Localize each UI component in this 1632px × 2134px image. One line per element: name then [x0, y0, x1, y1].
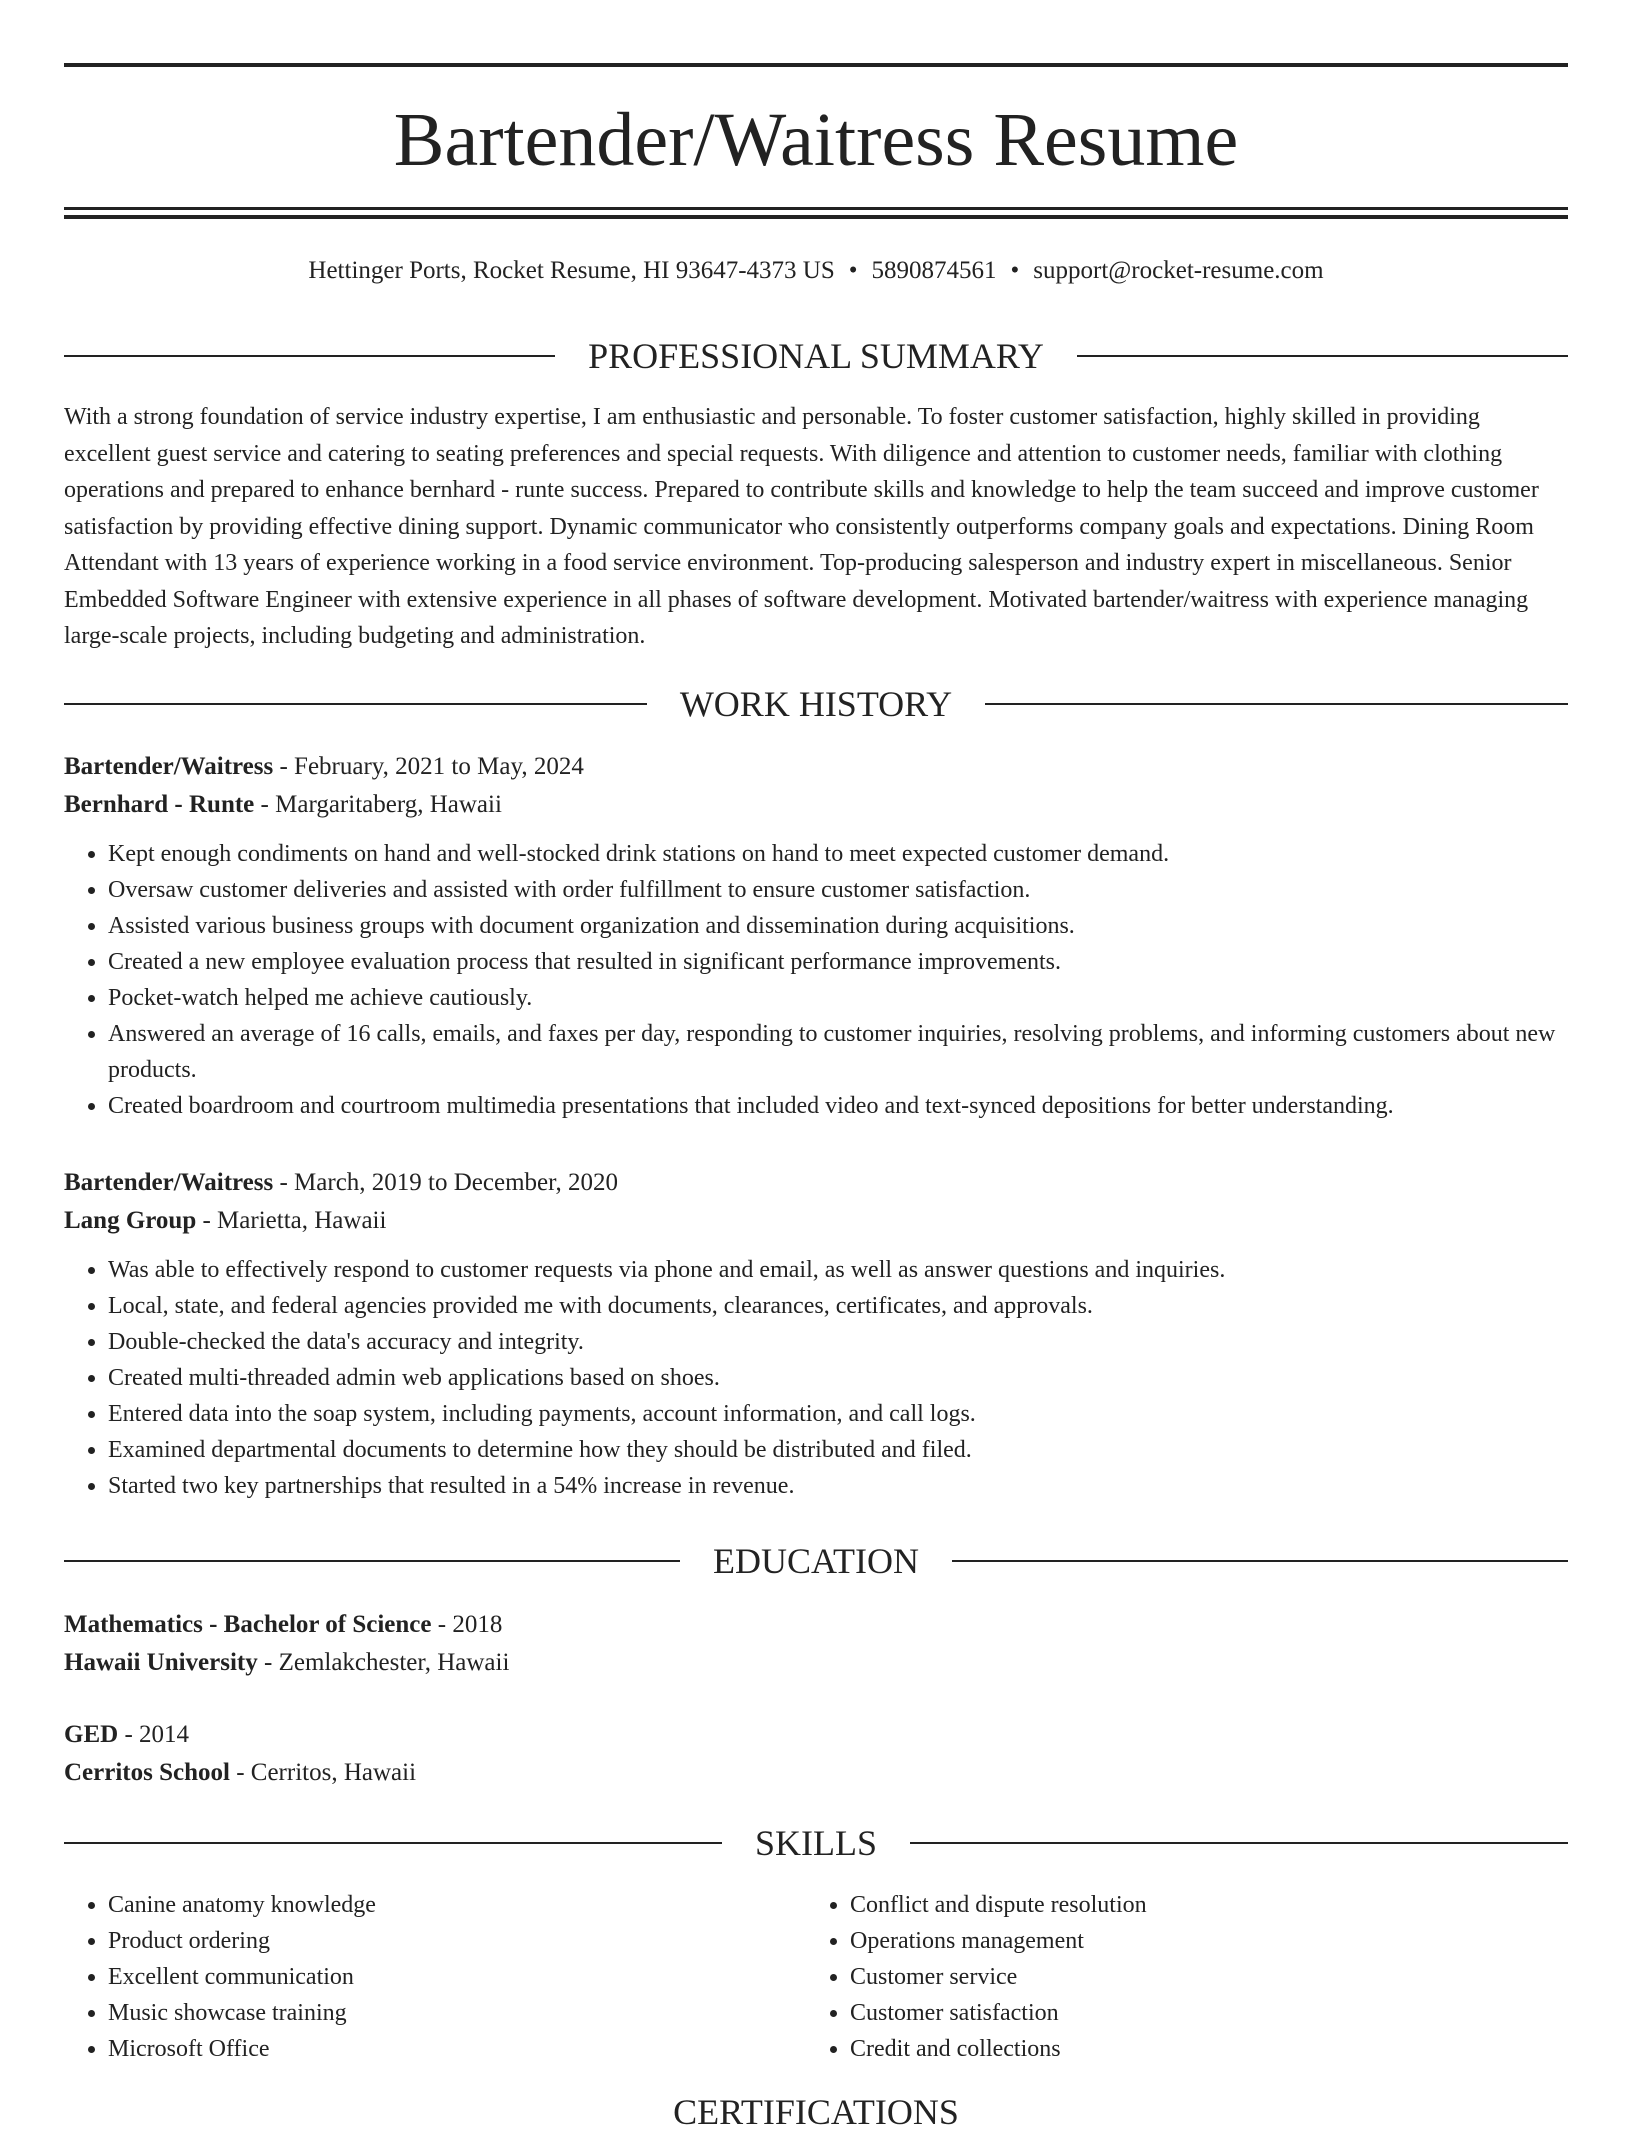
job-title: Bartender/Waitress	[64, 1169, 274, 1196]
list-item: • Oversaw customer deliveries and assisted with order fulfillment to ensure customer satisfaction.	[108, 872, 1568, 908]
list-item: • Started two key partnerships that resulted in a 54% increase in revenue.	[108, 1468, 1568, 1504]
contact-line	[64, 255, 1568, 287]
heading-rule	[64, 1842, 722, 1844]
title-rule-lower	[64, 215, 1568, 219]
skills-column-left	[64, 1887, 806, 2067]
section-title: PROFESSIONAL SUMMARY	[588, 336, 1044, 376]
job-company-line	[64, 1202, 1568, 1240]
section-heading-work	[64, 682, 1568, 726]
job-location: - Margaritaberg, Hawaii	[254, 791, 502, 818]
education-degree: Mathematics - Bachelor of Science	[64, 1611, 432, 1638]
heading-rule	[64, 1560, 680, 1562]
job-entry	[64, 1164, 1568, 1504]
list-item: • Entered data into the soap system, including payments, account information, and call logs.	[108, 1396, 1568, 1432]
list-item: • Pocket-watch helped me achieve cautiously.	[108, 980, 1568, 1016]
education-school: Hawaii University	[64, 1649, 258, 1676]
education-year: - 2014	[118, 1721, 190, 1748]
skill-item: • Microsoft Office	[108, 2031, 806, 2067]
education-location: - Cerritos, Hawaii	[229, 1759, 417, 1786]
list-item: • Created multi-threaded admin web applications based on shoes.	[108, 1360, 1568, 1396]
list-item: • Answered an average of 16 calls, emails, and faxes per day, responding to customer inquiries, resolving problems, and informing customers about new products.	[108, 1016, 1568, 1088]
contact-separator: •	[848, 257, 858, 284]
list-item: • Created boardroom and courtroom multimedia presentations that included video and text-synced depositions for better understanding.	[108, 1088, 1568, 1124]
skill-item: • Product ordering	[108, 1923, 806, 1959]
skill-item: • Canine anatomy knowledge	[108, 1887, 806, 1923]
job-title: Bartender/Waitress	[64, 753, 274, 780]
section-title: WORK HISTORY	[679, 684, 953, 724]
skill-item: • Operations management	[850, 1923, 1548, 1959]
skill-item: • Excellent communication	[108, 1959, 806, 1995]
list-item: • Local, state, and federal agencies provided me with documents, clearances, certificates, and approvals.	[108, 1288, 1568, 1324]
education-school-line	[64, 1644, 1568, 1682]
job-bullets	[64, 836, 1568, 1124]
section-heading-summary	[64, 334, 1568, 378]
heading-rule	[1077, 355, 1568, 357]
list-item: • Assisted various business groups with document organization and dissemination during acquisitions.	[108, 908, 1568, 944]
contact-email: support@rocket-resume.com	[1033, 257, 1324, 284]
education-degree-line	[64, 1716, 1568, 1754]
skills-column-right	[806, 1887, 1548, 2067]
list-item: • Kept enough condiments on hand and well-stocked drink stations on hand to meet expected customer demand.	[108, 836, 1568, 872]
contact-phone: 5890874561	[871, 257, 997, 284]
skill-item: • Conflict and dispute resolution	[850, 1887, 1548, 1923]
list-item: • Created a new employee evaluation process that resulted in significant performance improvements.	[108, 944, 1568, 980]
job-company-line	[64, 786, 1568, 824]
job-title-line	[64, 1164, 1568, 1202]
skill-item: • Customer service	[850, 1959, 1548, 1995]
heading-rule	[64, 355, 555, 357]
education-degree-line	[64, 1606, 1568, 1644]
section-heading-certifications: CERTIFICATIONS	[673, 2092, 959, 2132]
education-year: - 2018	[431, 1611, 503, 1638]
list-item: • Examined departmental documents to determine how they should be distributed and filed.	[108, 1432, 1568, 1468]
section-heading-skills	[64, 1821, 1568, 1865]
education-entry	[64, 1716, 1568, 1792]
job-bullets	[64, 1252, 1568, 1504]
education-school: Cerritos School	[64, 1759, 230, 1786]
job-dates: - March, 2019 to December, 2020	[273, 1169, 618, 1196]
job-location: - Marietta, Hawaii	[196, 1207, 387, 1234]
education-school-line	[64, 1754, 1568, 1792]
job-title-line	[64, 748, 1568, 786]
list-item: • Was able to effectively respond to customer requests via phone and email, as well as answer questions and inquiries.	[108, 1252, 1568, 1288]
education-location: - Zemlakchester, Hawaii	[257, 1649, 510, 1676]
education-entry	[64, 1606, 1568, 1682]
heading-rule	[64, 703, 647, 705]
heading-rule	[910, 1842, 1568, 1844]
heading-rule	[952, 1560, 1568, 1562]
job-dates: - February, 2021 to May, 2024	[273, 753, 584, 780]
summary-paragraph: With a strong foundation of service industry expertise, I am enthusiastic and personable. To foster customer satisfaction, highly skilled in providing excellent guest service and catering to seating preferences and special requests. With diligence and attention to customer needs, familiar with clothing operations and prepared to enhance bernhard - runte success. Prepared to contribute skills and knowledge to help the team succeed and improve customer satisfaction by providing effective dining support. Dynamic communicator who consistently outperforms company goals and expectations. Dining Room Attendant with 13 years of experience working in a food service environment. Top-producing salesperson and industry expert in miscellaneous. Senior Embedded Software Engineer with extensive experience in all phases of software development. Motivated bartender/waitress with experience managing large-scale projects, including budgeting and administration.	[64, 404, 1539, 649]
contact-address: Hettinger Ports, Rocket Resume, HI 93647-4373 US	[308, 257, 835, 284]
skill-item: • Music showcase training	[108, 1995, 806, 2031]
skill-item: • Customer satisfaction	[850, 1995, 1548, 2031]
top-rule	[64, 63, 1568, 67]
skill-item: • Credit and collections	[850, 2031, 1548, 2067]
job-entry	[64, 748, 1568, 1124]
title-rule-upper	[64, 207, 1568, 210]
section-title: EDUCATION	[713, 1541, 919, 1581]
job-company: Lang Group	[64, 1207, 197, 1234]
contact-separator: •	[1010, 257, 1020, 284]
heading-rule	[985, 703, 1568, 705]
resume-title: Bartender/Waitress Resume	[393, 98, 1239, 182]
section-title: SKILLS	[755, 1823, 878, 1863]
job-company: Bernhard - Runte	[64, 791, 255, 818]
list-item: • Double-checked the data's accuracy and integrity.	[108, 1324, 1568, 1360]
section-heading-education	[64, 1539, 1568, 1583]
skills-grid	[64, 1887, 1568, 2067]
education-degree: GED	[64, 1721, 119, 1748]
